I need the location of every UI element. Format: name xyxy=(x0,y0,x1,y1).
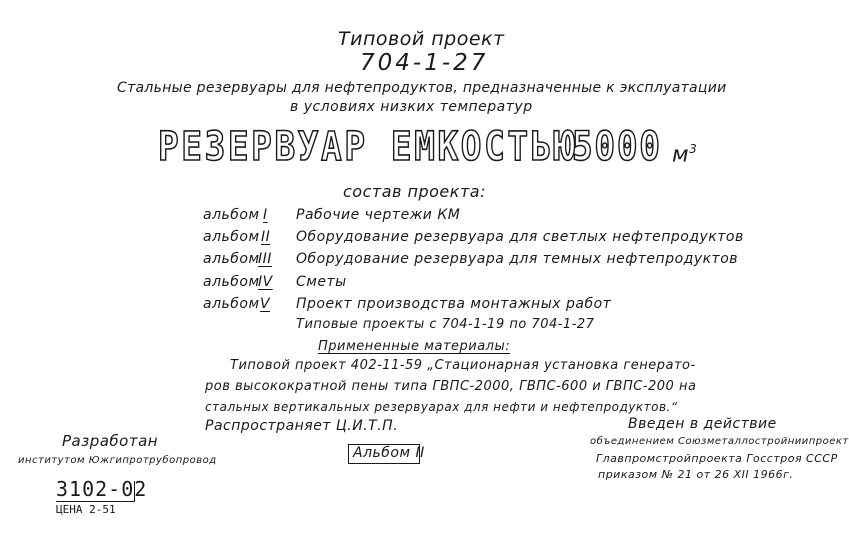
document-code: 3102-02 xyxy=(56,477,148,501)
developer-heading: Разработан xyxy=(62,432,159,450)
enacted-line2: Главпромстройпроекта Госстроя СССР xyxy=(596,452,838,465)
capacity-value: 5000 xyxy=(572,124,662,170)
album-box xyxy=(348,444,425,464)
album-desc: Оборудование резервуара для темных нефтепродуктов xyxy=(296,251,739,267)
project-type: Типовой проект xyxy=(338,28,505,50)
album-label: альбом xyxy=(203,251,260,267)
album-label: альбом xyxy=(203,296,260,312)
price: ЦЕНА 2-51 xyxy=(56,503,116,516)
album-number: IV xyxy=(258,274,273,290)
capacity-unit-text: м xyxy=(672,142,690,168)
album-number: V xyxy=(260,296,271,312)
capacity-unit-sup: 3 xyxy=(689,142,698,156)
main-title: РЕЗЕРВУАР ЕМКОСТЬЮ xyxy=(158,124,578,170)
developer-org: институтом Южгипротрубопровод xyxy=(18,455,217,466)
album-desc: Оборудование резервуара для светлых нефтепродуктов xyxy=(296,229,744,245)
subtitle-line2: в условиях низких температур xyxy=(290,99,533,115)
typical-projects: Типовые проекты с 704-1-19 по 704-1-27 xyxy=(296,317,595,332)
album-desc: Проект производства монтажных работ xyxy=(296,296,612,312)
project-number: 704-1-27 xyxy=(360,50,489,76)
materials-line1: Типовой проект 402-11-59 „Стационарная установка генерато- xyxy=(230,358,696,373)
distribution: Распространяет Ц.И.Т.П. xyxy=(205,418,399,434)
composition-heading: состав проекта: xyxy=(343,182,486,201)
capacity-unit xyxy=(672,142,697,167)
materials-line2: ров высокократной пены типа ГВПС-2000, ГВПС-600 и ГВПС-200 на xyxy=(205,379,697,394)
album-number: I xyxy=(263,207,268,223)
album-number: III xyxy=(258,251,272,267)
code-box xyxy=(56,477,148,502)
album-label: альбом xyxy=(203,274,260,290)
materials-heading: Примененные материалы: xyxy=(318,339,511,354)
album-label: альбом xyxy=(203,229,260,245)
materials-line3: стальных вертикальных резервуарах для нефти и нефтепродуктов.“ xyxy=(205,400,678,414)
enacted-line1: объединением Союзметаллостройниипроект xyxy=(590,436,849,447)
enacted-line3: приказом № 21 от 26 XII 1966г. xyxy=(598,468,794,481)
enacted-heading: Введен в действие xyxy=(628,416,777,432)
album-desc: Рабочие чертежи КМ xyxy=(296,207,461,223)
album-desc: Сметы xyxy=(296,274,347,290)
album-number: II xyxy=(261,229,271,245)
album-label: альбом xyxy=(203,207,260,223)
album-box-label: Альбом II xyxy=(353,445,425,461)
subtitle-line1: Стальные резервуары для нефтепродуктов, предназначенные к эксплуатации xyxy=(117,80,727,96)
